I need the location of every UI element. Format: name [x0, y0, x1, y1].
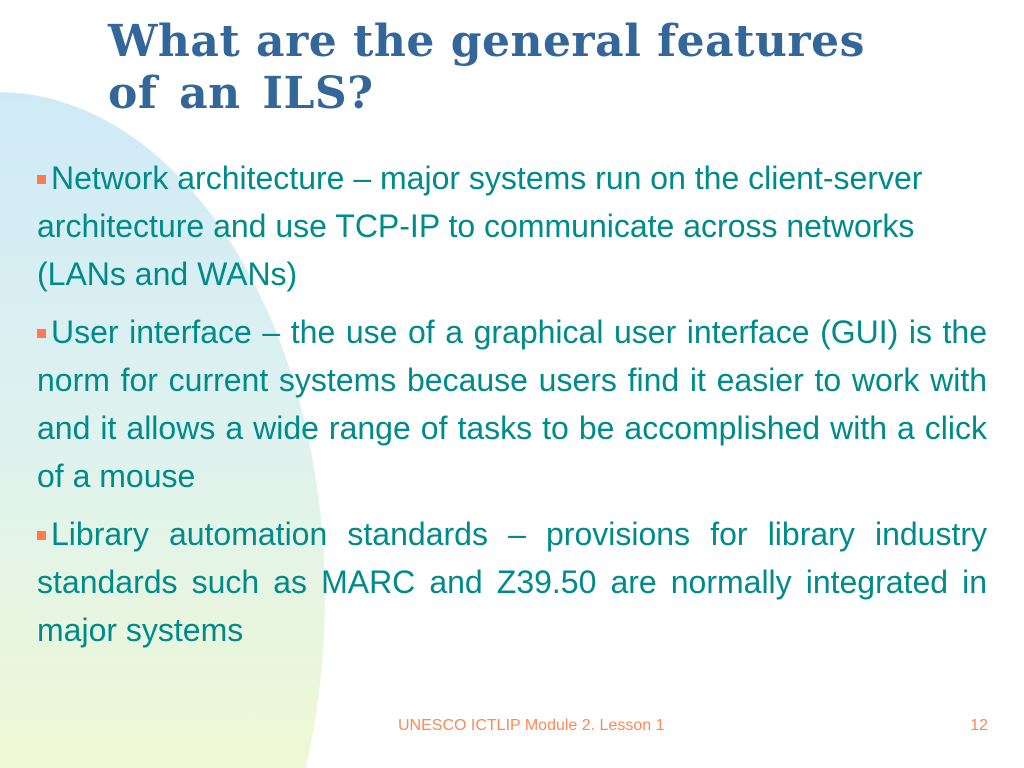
square-bullet-icon: [37, 329, 46, 338]
slide-title: [108, 16, 988, 120]
square-bullet-icon: [37, 531, 46, 540]
bullet-item: [37, 308, 987, 500]
bullet-text: User interface – the use of a graphical user interface (GUI) is the norm for current systems because users find it easier to work with and it allows a wide range of tasks to be accomplished with a click of a mouse: [37, 314, 987, 494]
slide-title-line-2: of an ILS?: [108, 68, 374, 119]
bullet-item: [37, 510, 987, 654]
slide-title-line-1: What are the general features: [108, 16, 865, 67]
bullet-item: [37, 154, 987, 298]
bullet-text: Network architecture – major systems run on the client-server architecture and use TCP-IP to communicate across networks (LANs and WANs): [37, 160, 923, 292]
page-number: 12: [970, 717, 988, 734]
bullet-list: [37, 154, 987, 664]
square-bullet-icon: [37, 175, 46, 184]
slide-footer: UNESCO ICTLIP Module 2. Lesson 1: [398, 717, 665, 734]
bullet-text: Library automation standards – provisions for library industry standards such as MARC and Z39.50 are normally integrated in major systems: [37, 516, 987, 648]
